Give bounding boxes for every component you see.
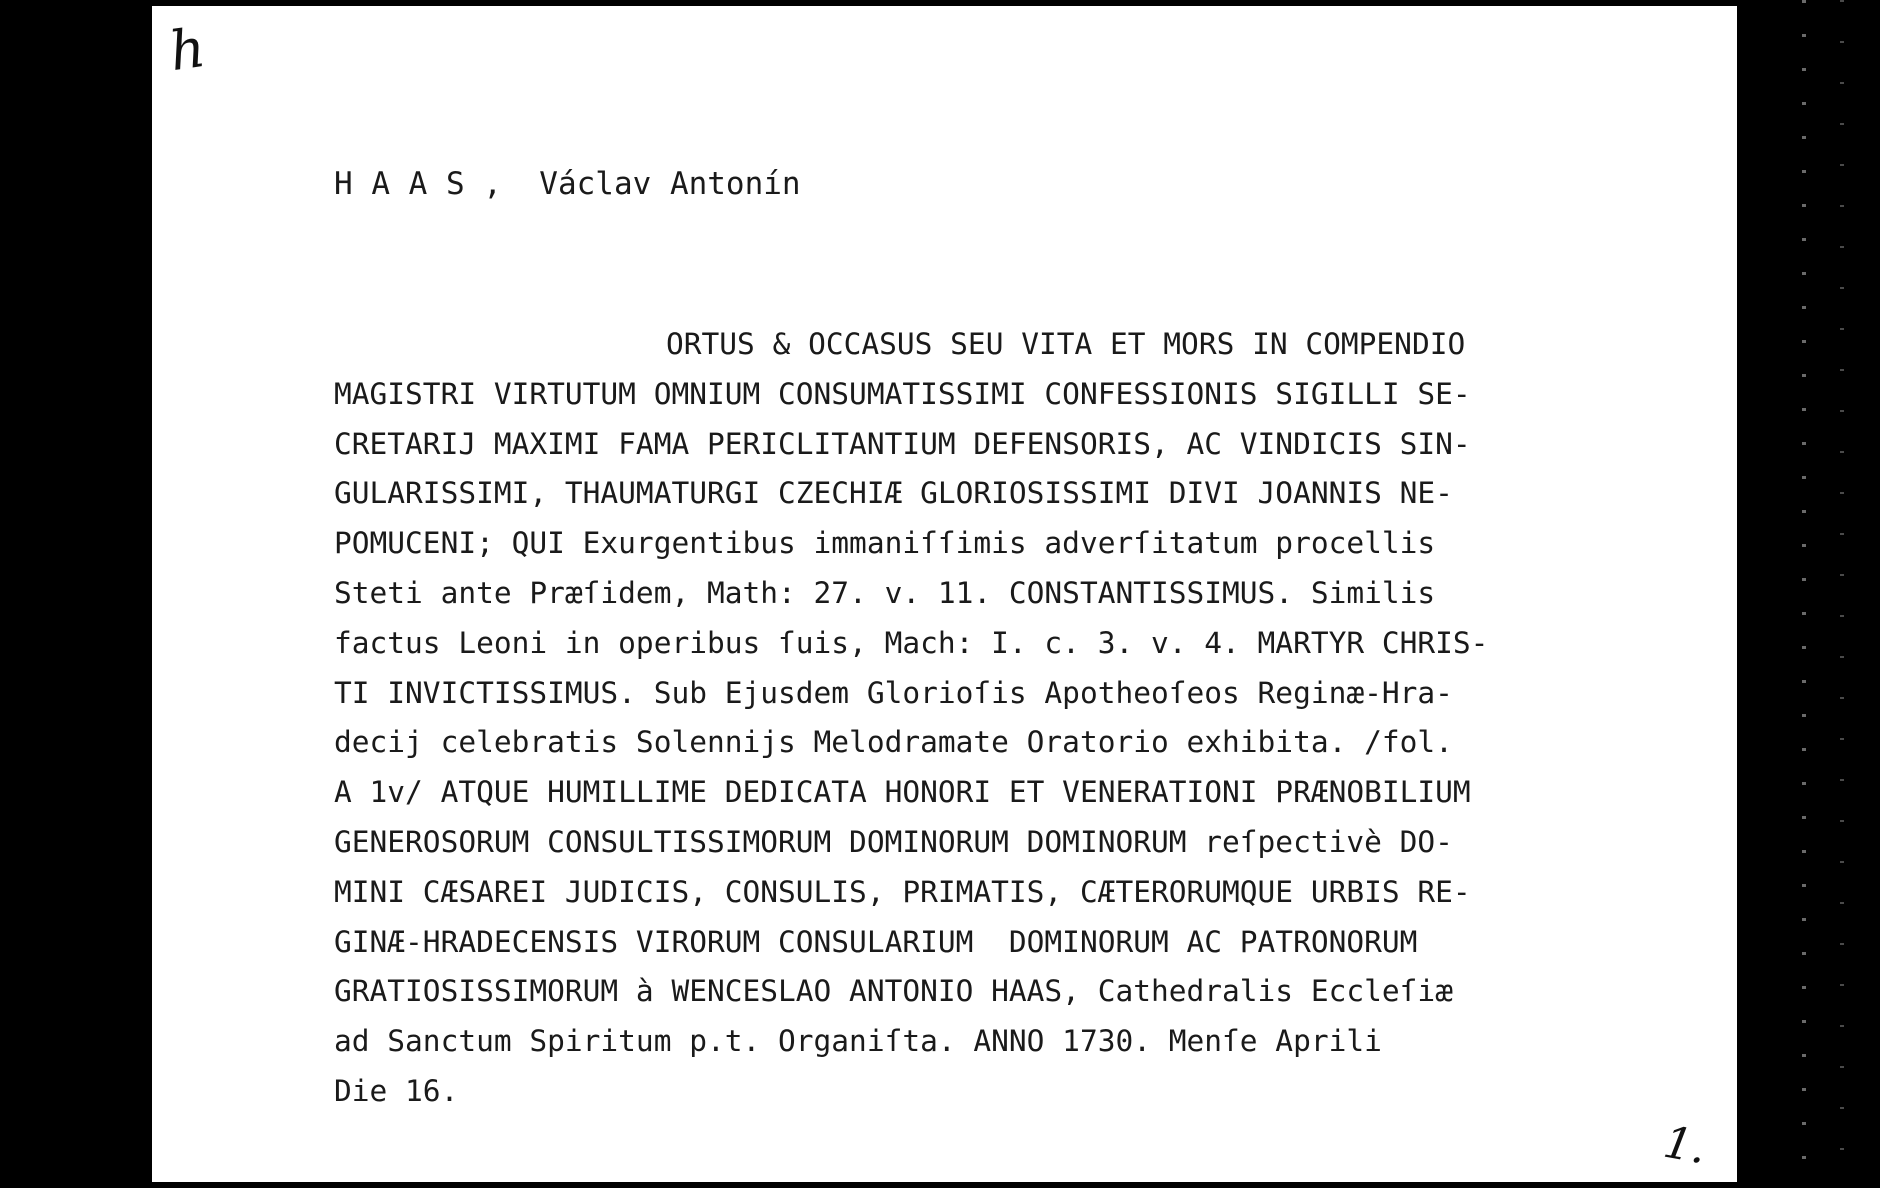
- text-line: CRETARIJ MAXIMI FAMA PERICLITANTIUM DEFENSORIS, AC VINDICIS SIN-: [334, 426, 1471, 461]
- catalog-card: [152, 6, 1737, 1182]
- text-line: TI INVICTISSIMUS. Sub Ejusdem Glorioſis Apotheoſeos Reginæ-Hra-: [334, 675, 1453, 710]
- text-line: Steti ante Præſidem, Math: 27. v. 11. CONSTANTISSIMUS. Similis: [334, 575, 1436, 610]
- text-line: POMUCENI; QUI Exurgentibus immaniſſimis adverſitatum procellis: [334, 526, 1436, 561]
- text-line: ORTUS & OCCASUS SEU VITA ET MORS IN COMPENDIO: [666, 327, 1466, 361]
- text-line: GRATIOSISSIMORUM à WENCESLAO ANTONIO HAAS, Cathedralis Eccleſiæ: [334, 974, 1453, 1009]
- handwritten-page-number: 1.: [1659, 1116, 1711, 1175]
- text-line: MINI CÆSAREI JUDICIS, CONSULIS, PRIMATIS, CÆTERORUMQUE URBIS RE-: [334, 874, 1471, 909]
- text-line: ad Sanctum Spiritum p.t. Organiſta. ANNO 1730. Menſe Aprili: [334, 1024, 1382, 1059]
- text-line: decij celebratis Solennijs Melodramate Oratorio exhibita. /fol.: [334, 725, 1453, 760]
- card-heading: H A A S , Václav Antonín: [334, 166, 801, 202]
- text-line: GENEROSORUM CONSULTISSIMORUM DOMINORUM DOMINORUM reſpectivè DO-: [334, 824, 1453, 859]
- scan-edge-marks: [1840, 0, 1844, 1188]
- text-line: A 1v/ ATQUE HUMILLIME DEDICATA HONORI ET VENERATIONI PRÆNOBILIUM: [334, 775, 1471, 810]
- text-line: Die 16.: [334, 1073, 459, 1108]
- scan-edge-marks: [1802, 0, 1806, 1188]
- text-line: GINÆ-HRADECENSIS VIRORUM CONSULARIUM DOMINORUM AC PATRONORUM: [334, 924, 1418, 959]
- text-line: MAGISTRI VIRTUTUM OMNIUM CONSUMATISSIMI CONFESSIONIS SIGILLI SE-: [334, 376, 1471, 411]
- handwritten-corner-mark: h: [165, 15, 209, 84]
- card-body-text: [334, 320, 1488, 1117]
- text-line: factus Leoni in operibus ſuis, Mach: I. c. 3. v. 4. MARTYR CHRIS-: [334, 625, 1489, 660]
- text-line: GULARISSIMI, THAUMATURGI CZECHIÆ GLORIOSISSIMI DIVI JOANNIS NE-: [334, 476, 1453, 511]
